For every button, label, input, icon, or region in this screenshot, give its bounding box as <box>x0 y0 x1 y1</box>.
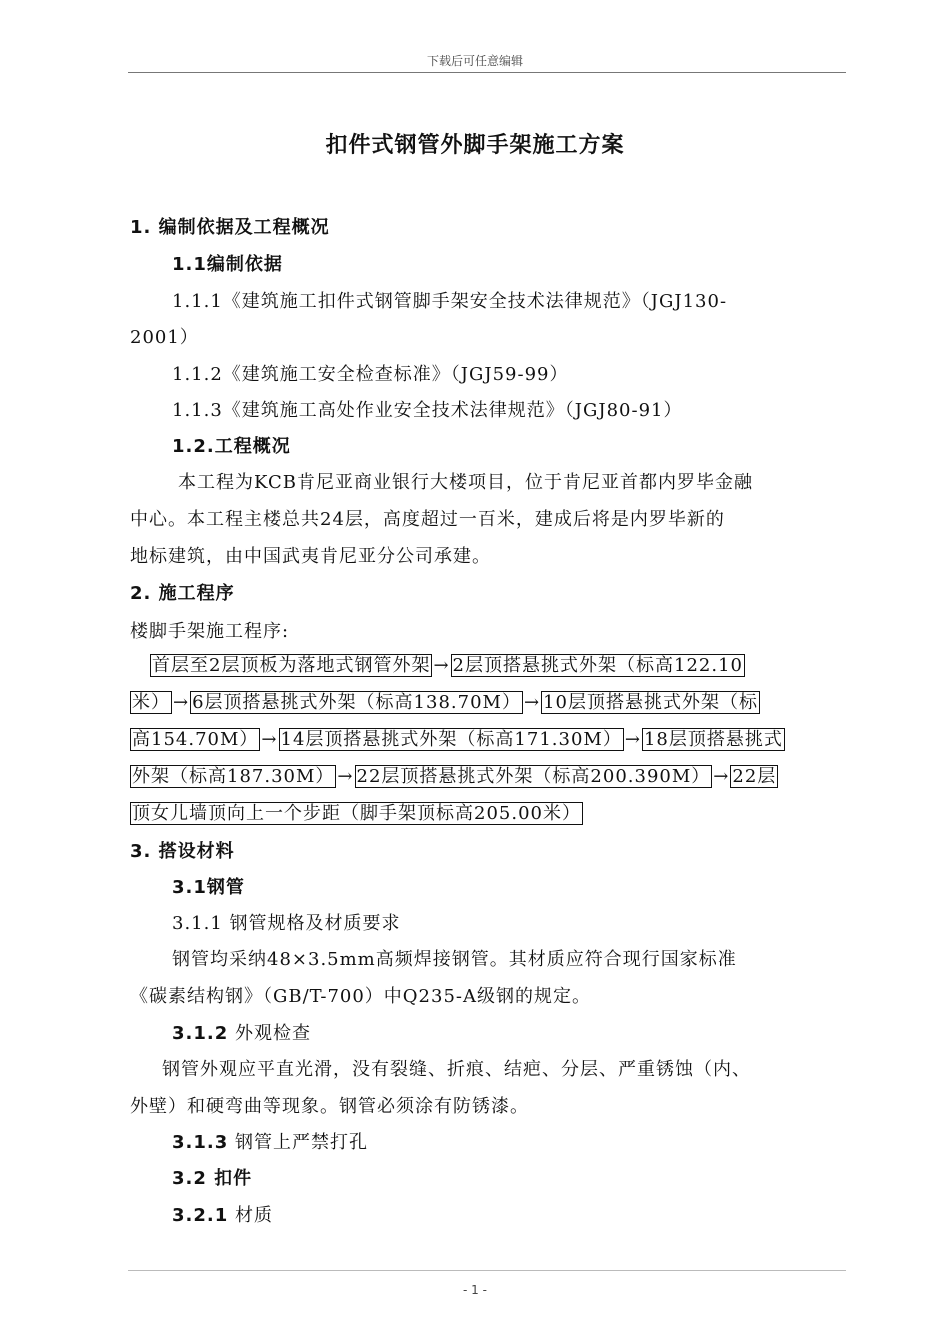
reference-1-line-a: 1.1.1《建筑施工扣件式钢管脚手架安全技术法律规范》（JGJ130- <box>172 291 728 312</box>
flow-arrow: → <box>713 766 730 787</box>
steel-pipe-spec-line-1: 钢管均采纳48×3.5mm高频焊接钢管。其材质应符合现行国家标准 <box>172 949 737 970</box>
flow-row-4 <box>130 765 778 789</box>
flow-step-8-part-a: 22层 <box>732 766 777 787</box>
procedure-intro: 楼脚手架施工程序: <box>130 621 290 642</box>
flow-step-6-part-b: 外架（标高187.30M） <box>132 766 335 787</box>
section-3-1-3-number: 3.1.3 <box>172 1132 229 1153</box>
section-1-1-heading: 1.1编制依据 <box>172 254 283 275</box>
section-3-1-1-heading: 3.1.1 钢管规格及材质要求 <box>172 913 401 934</box>
flow-row-1 <box>150 654 745 678</box>
flow-arrow: → <box>523 692 541 713</box>
section-3-1-heading: 3.1钢管 <box>172 877 245 898</box>
header-rule <box>128 72 846 73</box>
flow-arrow: → <box>261 729 278 750</box>
section-3-2-1-heading <box>172 1204 273 1228</box>
flow-arrow: → <box>337 766 354 787</box>
page-number: - 1 - <box>463 1283 487 1297</box>
section-3-1-3-heading <box>172 1131 368 1155</box>
flow-row-5 <box>130 802 583 826</box>
page-header-note: 下载后可任意编辑 <box>426 54 523 68</box>
document-title: 扣件式钢管外脚手架施工方案 <box>325 133 625 158</box>
flow-step-4-part-b: 高154.70M） <box>132 729 259 750</box>
flow-step-6-part-a: 18层顶搭悬挑式 <box>643 729 783 750</box>
appearance-check-line-2: 外壁）和硬弯曲等现象。钢管必须涂有防锈漆。 <box>130 1096 529 1117</box>
steel-pipe-spec-line-2: 《碳素结构钢》（GB/T-700）中Q235-A级钢的规定。 <box>130 986 591 1007</box>
flow-arrow: → <box>624 729 641 750</box>
flow-step-1: 首层至2层顶板为落地式钢管外架 <box>152 655 431 676</box>
section-1-heading: 1. 编制依据及工程概况 <box>130 217 330 238</box>
flow-row-2 <box>130 691 760 715</box>
reference-1-line-b: 2001） <box>130 327 199 348</box>
section-3-2-heading: 3.2 扣件 <box>172 1168 253 1189</box>
section-3-1-3-title: 钢管上严禁打孔 <box>228 1132 368 1153</box>
reference-2: 1.1.2《建筑施工安全检查标准》（JGJ59-99） <box>172 364 569 385</box>
flow-step-5: 14层顶搭悬挑式外架（标高171.30M） <box>280 729 622 750</box>
flow-row-3 <box>130 728 785 752</box>
flow-arrow: → <box>173 692 190 713</box>
flow-step-3: 6层顶搭悬挑式外架（标高138.70M） <box>192 692 521 713</box>
overview-line-2: 中心。本工程主楼总共24层，高度超过一百米，建成后将是内罗毕新的 <box>130 509 725 530</box>
overview-line-3: 地标建筑，由中国武夷肯尼亚分公司承建。 <box>130 546 491 567</box>
section-3-heading: 3. 搭设材料 <box>130 841 235 862</box>
flow-step-2-part-b: 米） <box>132 692 170 713</box>
flow-arrow: → <box>433 655 450 676</box>
section-1-2-heading: 1.2.工程概况 <box>172 436 291 457</box>
section-3-2-1-title: 材质 <box>228 1205 273 1226</box>
section-3-1-2-heading <box>172 1022 311 1046</box>
section-3-2-1-number: 3.2.1 <box>172 1205 229 1226</box>
footer-rule <box>128 1270 846 1271</box>
flow-step-4-part-a: 10层顶搭悬挑式外架（标 <box>543 692 758 713</box>
flow-step-2-part-a: 2层顶搭悬挑式外架（标高122.10 <box>452 655 743 676</box>
section-3-1-2-number: 3.1.2 <box>172 1023 229 1044</box>
section-3-1-2-title: 外观检查 <box>228 1023 311 1044</box>
reference-3: 1.1.3《建筑施工高处作业安全技术法律规范》（JGJ80-91） <box>172 400 683 421</box>
appearance-check-line-1: 钢管外观应平直光滑，没有裂缝、折痕、结疤、分层、严重锈蚀（内、 <box>162 1059 751 1080</box>
flow-step-8-part-b: 顶女儿墙顶向上一个步距（脚手架顶标高205.00米） <box>132 803 581 824</box>
overview-line-1: 本工程为KCB肯尼亚商业银行大楼项目，位于肯尼亚首都内罗毕金融 <box>178 472 753 493</box>
flow-step-7: 22层顶搭悬挑式外架（标高200.390M） <box>356 766 711 787</box>
section-2-heading: 2. 施工程序 <box>130 583 235 604</box>
